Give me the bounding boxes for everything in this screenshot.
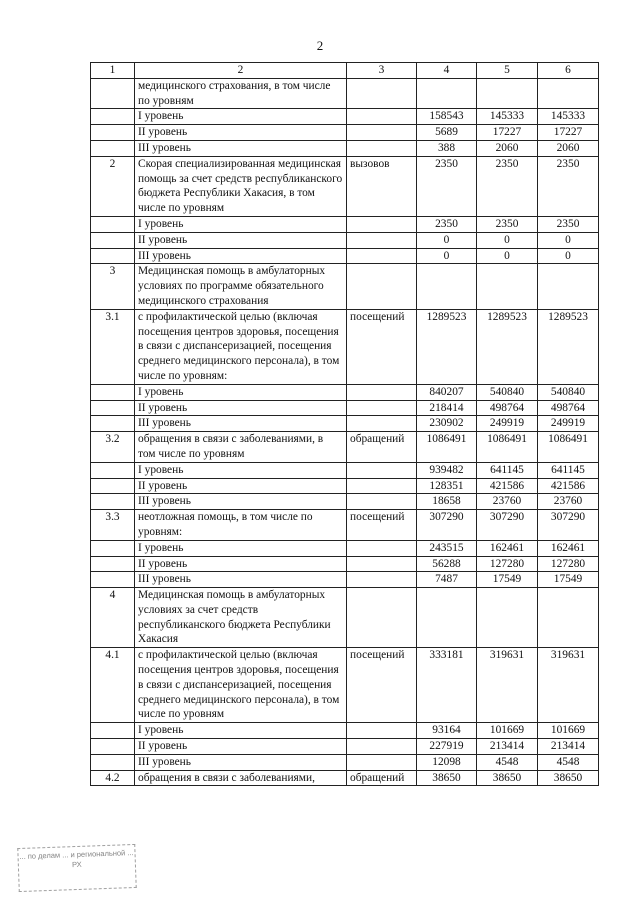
value-col5-cell <box>477 264 538 309</box>
value-col6-cell: 162461 <box>538 540 599 556</box>
row-number-cell <box>91 248 135 264</box>
indicator-name-cell: I уровень <box>135 216 347 232</box>
value-col4-cell: 5689 <box>417 125 477 141</box>
value-col5-cell: 307290 <box>477 510 538 541</box>
row-number-cell <box>91 478 135 494</box>
row-number-cell <box>91 572 135 588</box>
row-number-cell <box>91 78 135 109</box>
indicator-name-cell: II уровень <box>135 739 347 755</box>
value-col5-cell: 2060 <box>477 140 538 156</box>
value-col6-cell <box>538 264 599 309</box>
indicator-name-cell: III уровень <box>135 494 347 510</box>
value-col4-cell: 939482 <box>417 462 477 478</box>
unit-cell <box>347 78 417 109</box>
row-number-cell: 3 <box>91 264 135 309</box>
value-col4-cell: 56288 <box>417 556 477 572</box>
indicator-name-cell: II уровень <box>135 400 347 416</box>
table-row <box>91 572 599 588</box>
value-col4-cell: 840207 <box>417 384 477 400</box>
value-col5-cell: 17227 <box>477 125 538 141</box>
value-col6-cell: 17549 <box>538 572 599 588</box>
value-col6-cell: 17227 <box>538 125 599 141</box>
row-number-cell <box>91 140 135 156</box>
value-col6-cell: 4548 <box>538 754 599 770</box>
unit-cell <box>347 248 417 264</box>
unit-cell: посещений <box>347 510 417 541</box>
value-col4-cell: 227919 <box>417 739 477 755</box>
value-col6-cell: 498764 <box>538 400 599 416</box>
value-col6-cell: 127280 <box>538 556 599 572</box>
row-number-cell <box>91 109 135 125</box>
value-col4-cell: 2350 <box>417 216 477 232</box>
indicator-name-cell: II уровень <box>135 478 347 494</box>
value-col6-cell: 1289523 <box>538 309 599 384</box>
unit-cell <box>347 754 417 770</box>
unit-cell <box>347 723 417 739</box>
value-col5-cell: 2350 <box>477 216 538 232</box>
value-col5-cell <box>477 588 538 648</box>
row-number-cell <box>91 400 135 416</box>
indicator-name-cell: III уровень <box>135 572 347 588</box>
row-number-cell: 3.2 <box>91 432 135 463</box>
table-row <box>91 494 599 510</box>
indicator-name-cell: II уровень <box>135 125 347 141</box>
indicator-name-cell: I уровень <box>135 723 347 739</box>
unit-cell <box>347 556 417 572</box>
row-number-cell <box>91 462 135 478</box>
unit-cell <box>347 494 417 510</box>
table-row <box>91 140 599 156</box>
header-cell: 3 <box>347 63 417 79</box>
value-col6-cell: 2350 <box>538 156 599 216</box>
value-col6-cell: 145333 <box>538 109 599 125</box>
unit-cell <box>347 462 417 478</box>
table-row <box>91 248 599 264</box>
table-row <box>91 109 599 125</box>
indicator-name-cell: медицинского страхования, в том числе по уровням <box>135 78 347 109</box>
indicators-table <box>90 62 599 786</box>
value-col5-cell: 249919 <box>477 416 538 432</box>
header-cell: 4 <box>417 63 477 79</box>
value-col5-cell: 0 <box>477 232 538 248</box>
row-number-cell <box>91 384 135 400</box>
table-row <box>91 264 599 309</box>
table-row <box>91 416 599 432</box>
unit-cell: вызовов <box>347 156 417 216</box>
table-row <box>91 754 599 770</box>
value-col4-cell: 38650 <box>417 770 477 786</box>
value-col6-cell: 319631 <box>538 648 599 723</box>
value-col4-cell: 1086491 <box>417 432 477 463</box>
unit-cell <box>347 232 417 248</box>
value-col5-cell: 2350 <box>477 156 538 216</box>
row-number-cell: 4 <box>91 588 135 648</box>
row-number-cell <box>91 723 135 739</box>
value-col6-cell: 213414 <box>538 739 599 755</box>
unit-cell <box>347 109 417 125</box>
value-col4-cell <box>417 78 477 109</box>
table-row <box>91 125 599 141</box>
value-col4-cell: 1289523 <box>417 309 477 384</box>
indicator-name-cell: Медицинская помощь в амбулаторных условиях за счет средств республиканского бюджета Республики Хакасия <box>135 588 347 648</box>
unit-cell <box>347 384 417 400</box>
unit-cell <box>347 264 417 309</box>
row-number-cell: 4.2 <box>91 770 135 786</box>
value-col5-cell: 641145 <box>477 462 538 478</box>
table-row <box>91 384 599 400</box>
table-row <box>91 78 599 109</box>
indicator-name-cell: I уровень <box>135 384 347 400</box>
indicator-name-cell: Скорая специализированная медицинская помощь за счет средств республиканского бюджета Республики Хакасия, в том числе по уровням <box>135 156 347 216</box>
table-row <box>91 462 599 478</box>
value-col4-cell: 2350 <box>417 156 477 216</box>
value-col4-cell: 230902 <box>417 416 477 432</box>
value-col5-cell: 23760 <box>477 494 538 510</box>
table-row <box>91 510 599 541</box>
unit-cell <box>347 572 417 588</box>
row-number-cell: 4.1 <box>91 648 135 723</box>
header-cell: 2 <box>135 63 347 79</box>
indicator-name-cell: III уровень <box>135 754 347 770</box>
value-col6-cell: 1086491 <box>538 432 599 463</box>
value-col6-cell: 2350 <box>538 216 599 232</box>
value-col5-cell: 38650 <box>477 770 538 786</box>
unit-cell <box>347 416 417 432</box>
indicator-name-cell: Медицинская помощь в амбулаторных условиях по программе обязательного медицинского страхования <box>135 264 347 309</box>
value-col5-cell: 145333 <box>477 109 538 125</box>
official-stamp: ... по делам ... и региональной ... РХ <box>17 844 136 892</box>
value-col6-cell: 0 <box>538 248 599 264</box>
value-col6-cell: 2060 <box>538 140 599 156</box>
value-col5-cell: 540840 <box>477 384 538 400</box>
value-col5-cell: 4548 <box>477 754 538 770</box>
indicator-name-cell: III уровень <box>135 248 347 264</box>
row-number-cell <box>91 494 135 510</box>
value-col4-cell: 307290 <box>417 510 477 541</box>
value-col6-cell <box>538 78 599 109</box>
table-row <box>91 770 599 786</box>
row-number-cell <box>91 232 135 248</box>
table-row <box>91 216 599 232</box>
value-col4-cell: 0 <box>417 232 477 248</box>
value-col5-cell <box>477 78 538 109</box>
unit-cell: обращений <box>347 432 417 463</box>
indicator-name-cell: обращения в связи с заболеваниями, <box>135 770 347 786</box>
page-number: 2 <box>316 38 324 53</box>
value-col6-cell: 307290 <box>538 510 599 541</box>
unit-cell <box>347 739 417 755</box>
unit-cell: посещений <box>347 309 417 384</box>
value-col5-cell: 1289523 <box>477 309 538 384</box>
value-col6-cell: 421586 <box>538 478 599 494</box>
value-col4-cell: 333181 <box>417 648 477 723</box>
header-cell: 6 <box>538 63 599 79</box>
value-col5-cell: 421586 <box>477 478 538 494</box>
value-col4-cell: 93164 <box>417 723 477 739</box>
table-row <box>91 588 599 648</box>
row-number-cell <box>91 739 135 755</box>
value-col6-cell: 0 <box>538 232 599 248</box>
value-col4-cell: 7487 <box>417 572 477 588</box>
table-row <box>91 540 599 556</box>
value-col5-cell: 1086491 <box>477 432 538 463</box>
table-row <box>91 739 599 755</box>
indicator-name-cell: обращения в связи с заболеваниями, в том числе по уровням <box>135 432 347 463</box>
value-col4-cell: 0 <box>417 248 477 264</box>
value-col4-cell: 12098 <box>417 754 477 770</box>
indicator-name-cell: II уровень <box>135 556 347 572</box>
unit-cell <box>347 216 417 232</box>
indicator-name-cell: I уровень <box>135 462 347 478</box>
value-col5-cell: 498764 <box>477 400 538 416</box>
indicator-name-cell: III уровень <box>135 140 347 156</box>
row-number-cell <box>91 754 135 770</box>
unit-cell: посещений <box>347 648 417 723</box>
header-cell: 1 <box>91 63 135 79</box>
table-row <box>91 432 599 463</box>
row-number-cell <box>91 540 135 556</box>
value-col4-cell: 18658 <box>417 494 477 510</box>
row-number-cell <box>91 556 135 572</box>
unit-cell <box>347 540 417 556</box>
value-col4-cell: 158543 <box>417 109 477 125</box>
row-number-cell <box>91 125 135 141</box>
indicator-name-cell: с профилактической целью (включая посещения центров здоровья, посещения в связи с диспансеризацией, посещения среднего медицинского персонала), в том числе по уровням <box>135 648 347 723</box>
table-row <box>91 400 599 416</box>
table-row <box>91 556 599 572</box>
unit-cell: обращений <box>347 770 417 786</box>
indicator-name-cell: I уровень <box>135 109 347 125</box>
unit-cell <box>347 588 417 648</box>
value-col4-cell <box>417 264 477 309</box>
unit-cell <box>347 478 417 494</box>
row-number-cell: 3.1 <box>91 309 135 384</box>
value-col6-cell: 249919 <box>538 416 599 432</box>
row-number-cell <box>91 216 135 232</box>
indicator-name-cell: неотложная помощь, в том числе по уровням: <box>135 510 347 541</box>
value-col4-cell: 128351 <box>417 478 477 494</box>
value-col6-cell: 23760 <box>538 494 599 510</box>
table-row <box>91 723 599 739</box>
value-col6-cell: 540840 <box>538 384 599 400</box>
table-header-row <box>91 63 599 79</box>
indicator-name-cell: III уровень <box>135 416 347 432</box>
value-col5-cell: 162461 <box>477 540 538 556</box>
value-col4-cell <box>417 588 477 648</box>
unit-cell <box>347 125 417 141</box>
table-row <box>91 309 599 384</box>
indicator-name-cell: I уровень <box>135 540 347 556</box>
value-col5-cell: 213414 <box>477 739 538 755</box>
value-col6-cell: 641145 <box>538 462 599 478</box>
unit-cell <box>347 140 417 156</box>
row-number-cell: 3.3 <box>91 510 135 541</box>
table-row <box>91 648 599 723</box>
value-col4-cell: 243515 <box>417 540 477 556</box>
value-col4-cell: 388 <box>417 140 477 156</box>
table-row <box>91 478 599 494</box>
indicator-name-cell: II уровень <box>135 232 347 248</box>
row-number-cell <box>91 416 135 432</box>
table-row <box>91 232 599 248</box>
value-col5-cell: 101669 <box>477 723 538 739</box>
value-col5-cell: 17549 <box>477 572 538 588</box>
table-row <box>91 156 599 216</box>
indicator-name-cell: с профилактической целью (включая посещения центров здоровья, посещения в связи с диспансеризацией, посещения среднего медицинского персонала), в том числе по уровням: <box>135 309 347 384</box>
value-col5-cell: 319631 <box>477 648 538 723</box>
value-col5-cell: 0 <box>477 248 538 264</box>
unit-cell <box>347 400 417 416</box>
value-col4-cell: 218414 <box>417 400 477 416</box>
row-number-cell: 2 <box>91 156 135 216</box>
value-col5-cell: 127280 <box>477 556 538 572</box>
value-col6-cell <box>538 588 599 648</box>
header-cell: 5 <box>477 63 538 79</box>
value-col6-cell: 38650 <box>538 770 599 786</box>
value-col6-cell: 101669 <box>538 723 599 739</box>
